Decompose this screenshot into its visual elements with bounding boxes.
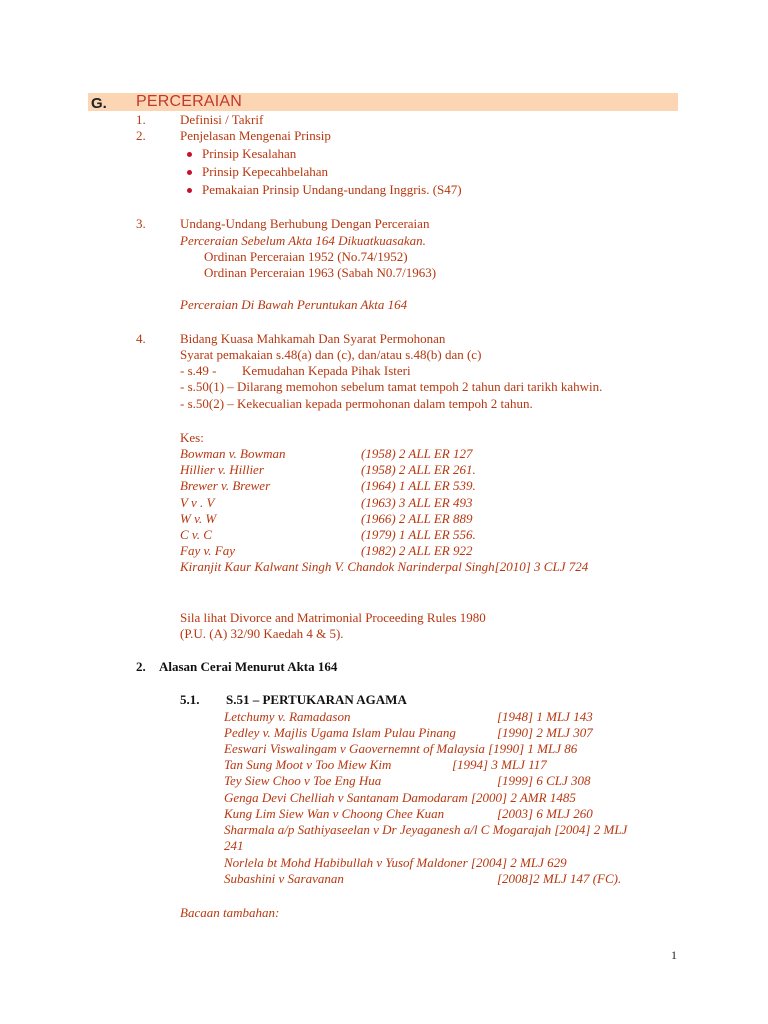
item-3-title: Undang-Undang Berhubung Dengan Perceraian <box>180 216 430 231</box>
item-4-line: - s.50(1) – Dilarang memohon sebelum tamat tempoh 2 tahun dari tarikh kahwin. <box>180 379 603 394</box>
part-2-number: 2. <box>136 659 146 674</box>
item-1-text: Definisi / Takrif <box>180 112 264 127</box>
case-name-continued: 241 <box>224 838 244 853</box>
kes-label: Kes: <box>180 430 204 445</box>
case-name: Kung Lim Siew Wan v Choong Chee Kuan <box>224 806 445 821</box>
case-name: V v . V <box>180 495 215 510</box>
case-name: Tan Sung Moot v Too Miew Kim <box>224 757 392 772</box>
case-citation: [1994] 3 MLJ 117 <box>452 757 547 772</box>
item-2-text: Penjelasan Mengenai Prinsip <box>180 128 331 143</box>
bullet-dot <box>187 152 192 157</box>
item-4-line: - s.50(2) – Kekecualian kepada permohonan dalam tempoh 2 tahun. <box>180 396 533 411</box>
case-name: Norlela bt Mohd Habibullah v Yusof Maldoner [2004] 2 MLJ 629 <box>224 855 567 870</box>
case-name: Tey Siew Choo v Toe Eng Hua <box>224 773 382 788</box>
case-citation: (1958) 2 ALL ER 127 <box>361 446 473 461</box>
case-citation: (1982) 2 ALL ER 922 <box>361 543 473 558</box>
case-citation: [1999] 6 CLJ 308 <box>497 773 591 788</box>
case-citation: (1958) 2 ALL ER 261. <box>361 462 476 477</box>
further-reading-label: Bacaan tambahan: <box>180 905 280 920</box>
ordinance-line: Ordinan Perceraian 1952 (No.74/1952) <box>204 249 408 264</box>
case-citation: (1963) 3 ALL ER 493 <box>361 495 473 510</box>
case-name: Eeswari Viswalingam v Gaovernemnt of Malaysia [1990] 1 MLJ 86 <box>224 741 578 756</box>
subsection-number: 5.1. <box>180 692 200 707</box>
page-number: 1 <box>671 948 677 962</box>
item-3-subheading: Perceraian Di Bawah Peruntukan Akta 164 <box>180 297 408 312</box>
case-citation: (1979) 1 ALL ER 556. <box>361 527 476 542</box>
case-citation: [1948] 1 MLJ 143 <box>497 709 593 724</box>
reference-note: (P.U. (A) 32/90 Kaedah 4 & 5). <box>180 626 344 641</box>
case-name: Hillier v. Hillier <box>180 462 264 477</box>
item-2-number: 2. <box>136 128 146 143</box>
case-citation: (1964) 1 ALL ER 539. <box>361 478 476 493</box>
part-2-title: Alasan Cerai Menurut Akta 164 <box>159 659 338 674</box>
case-name: Fay v. Fay <box>180 543 235 558</box>
item-1-number: 1. <box>136 112 146 127</box>
case-citation: (1966) 2 ALL ER 889 <box>361 511 473 526</box>
case-name: Pedley v. Majlis Ugama Islam Pulau Pinang <box>224 725 456 740</box>
case-name: Genga Devi Chelliah v Santanam Damodaram [2000] 2 AMR 1485 <box>224 790 576 805</box>
reference-note: Sila lihat Divorce and Matrimonial Proceeding Rules 1980 <box>180 610 486 625</box>
bullet-item: Prinsip Kesalahan <box>202 146 297 161</box>
bullet-item: Pemakaian Prinsip Undang-undang Inggris. (S47) <box>202 182 462 197</box>
item-4-line: Kemudahan Kepada Pihak Isteri <box>242 363 411 378</box>
case-name: Letchumy v. Ramadason <box>224 709 351 724</box>
case-name: Kiranjit Kaur Kalwant Singh V. Chandok Narinderpal Singh[2010] 3 CLJ 724 <box>180 559 589 574</box>
case-citation: [1990] 2 MLJ 307 <box>497 725 593 740</box>
case-name: Brewer v. Brewer <box>180 478 271 493</box>
case-citation: [2008]2 MLJ 147 (FC). <box>497 871 622 886</box>
case-name: W v. W <box>180 511 217 526</box>
case-name: Subashini v Saravanan <box>224 871 344 886</box>
item-3-subheading: Perceraian Sebelum Akta 164 Dikuatkuasakan. <box>180 233 426 248</box>
item-4-title: Bidang Kuasa Mahkamah Dan Syarat Permohonan <box>180 331 446 346</box>
section-title: PERCERAIAN <box>136 93 243 110</box>
item-4-number: 4. <box>136 331 146 346</box>
ordinance-line: Ordinan Perceraian 1963 (Sabah N0.7/1963) <box>204 265 437 280</box>
bullet-dot <box>187 188 192 193</box>
item-3-number: 3. <box>136 216 146 231</box>
bullet-dot <box>187 170 192 175</box>
item-4-line: Syarat pemakaian s.48(a) dan (c), dan/atau s.48(b) dan (c) <box>180 347 482 362</box>
case-citation: [2003] 6 MLJ 260 <box>497 806 593 821</box>
case-name: C v. C <box>180 527 212 542</box>
subsection-title: S.51 – PERTUKARAN AGAMA <box>226 692 407 707</box>
case-name: Sharmala a/p Sathiyaseelan v Dr Jeyaganesh a/l C Mogarajah [2004] 2 MLJ <box>224 822 628 837</box>
item-4-line: - s.49 - <box>180 363 217 378</box>
section-letter: G. <box>91 95 107 112</box>
bullet-item: Prinsip Kepecahbelahan <box>202 164 328 179</box>
case-name: Bowman v. Bowman <box>180 446 286 461</box>
